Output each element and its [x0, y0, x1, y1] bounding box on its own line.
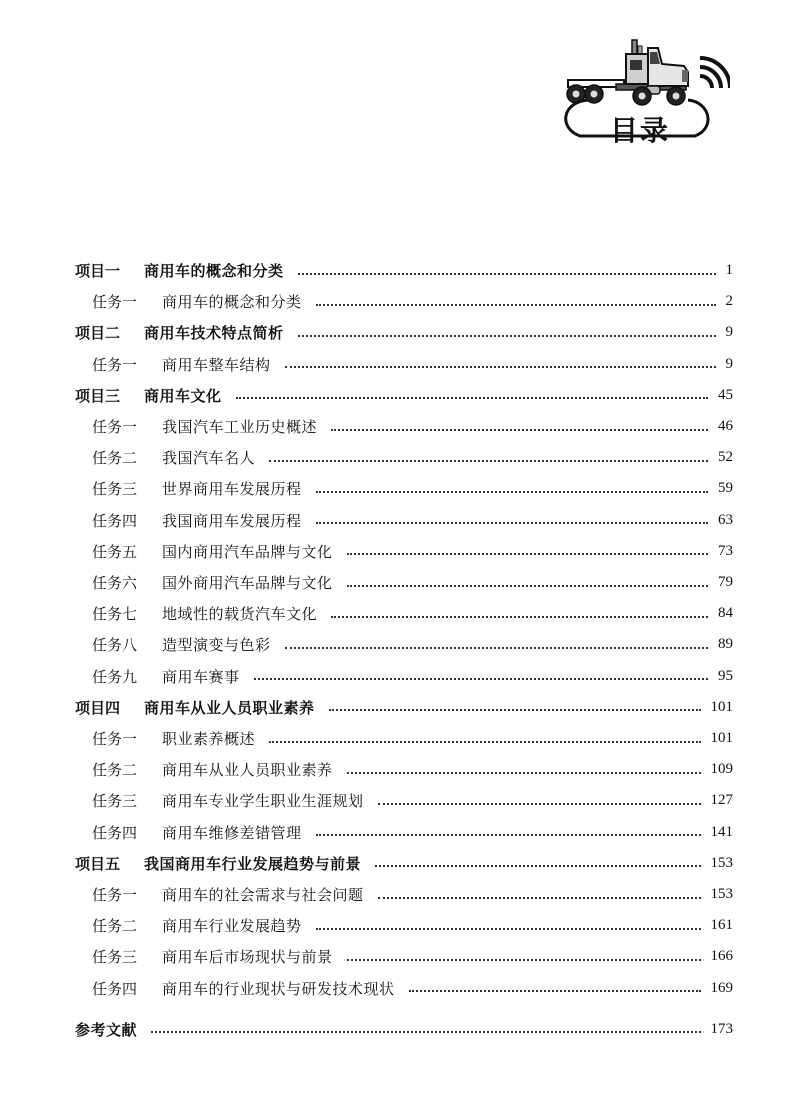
toc-entry-label: 任务二	[92, 449, 138, 468]
dot-leader	[378, 897, 701, 899]
toc-page-number: 101	[710, 698, 733, 715]
toc-task-entry[interactable]	[92, 661, 733, 692]
dot-leader	[409, 990, 701, 992]
toc-page-number: 52	[718, 449, 733, 466]
toc-entry-label: 任务四	[92, 823, 138, 842]
dot-leader	[269, 460, 708, 462]
toc-references-entry[interactable]	[75, 1014, 733, 1045]
toc-entry-title: 商用车行业发展趋势	[162, 917, 302, 936]
toc-entry-title: 我国商用车发展历程	[162, 511, 302, 530]
toc-header	[550, 36, 730, 154]
toc-task-entry[interactable]	[92, 754, 733, 785]
dot-leader	[347, 585, 708, 587]
toc-entry-label: 任务一	[92, 355, 138, 374]
toc-entry-label: 任务九	[92, 667, 138, 686]
toc-entry-title: 国外商用汽车品牌与文化	[162, 574, 333, 592]
toc-task-entry[interactable]	[92, 598, 733, 629]
toc-entry-label: 项目二	[75, 324, 121, 343]
toc-page-number: 84	[718, 605, 733, 622]
toc-task-entry[interactable]	[92, 536, 733, 567]
dot-leader	[316, 304, 716, 306]
toc-task-entry[interactable]	[92, 349, 733, 380]
toc-entry-label: 任务二	[92, 761, 138, 780]
toc-task-entry[interactable]	[92, 411, 733, 442]
toc-project-entry[interactable]	[75, 692, 733, 723]
toc-entry-title: 国内商用汽车品牌与文化	[162, 542, 333, 561]
dot-leader	[329, 709, 701, 711]
toc-entry-title: 商用车的概念和分类	[162, 293, 302, 312]
dot-leader	[285, 647, 708, 649]
toc-entry-label: 任务一	[92, 293, 138, 312]
toc-entry-title: 商用车文化	[144, 386, 222, 405]
toc-page-number: 127	[710, 792, 733, 809]
toc-page-number: 141	[710, 823, 733, 840]
toc-page-number: 173	[710, 1020, 733, 1037]
toc-page-number: 9	[725, 324, 733, 341]
toc-entry-title: 我国汽车名人	[162, 449, 256, 468]
toc-page-number: 2	[725, 293, 733, 310]
toc-page-number: 153	[710, 886, 733, 902]
toc-task-entry[interactable]	[92, 567, 733, 598]
toc-entry-title: 商用车的社会需求与社会问题	[162, 886, 364, 904]
toc-entry-label: 任务三	[92, 792, 138, 811]
dot-leader	[316, 834, 701, 836]
toc-entry-title: 商用车的行业现状与研发技术现状	[162, 979, 395, 998]
toc-project-entry[interactable]	[75, 255, 733, 286]
toc-entry-label: 项目五	[75, 854, 121, 873]
toc-entry-label: 任务五	[92, 542, 138, 561]
toc-entry-label: 任务四	[92, 979, 138, 998]
dot-leader	[331, 616, 708, 618]
dot-leader	[347, 553, 708, 555]
toc-task-entry[interactable]	[92, 286, 733, 317]
toc-page-number: 73	[718, 542, 733, 559]
toc-page-number: 45	[718, 386, 733, 403]
dot-leader	[236, 397, 708, 399]
toc-task-entry[interactable]	[92, 505, 733, 536]
toc-page-number: 63	[718, 511, 733, 528]
toc-entry-title: 商用车从业人员职业素养	[144, 698, 315, 717]
toc-entry-title: 商用车后市场现状与前景	[162, 948, 333, 967]
toc-page-number: 101	[710, 730, 733, 746]
toc-entry-title: 参考文献	[75, 1020, 138, 1039]
dot-leader	[298, 273, 716, 275]
toc-entry-label: 任务三	[92, 480, 138, 499]
toc-entry-title: 职业素养概述	[162, 730, 256, 748]
toc-task-entry[interactable]	[92, 473, 733, 504]
toc-entry-title: 商用车从业人员职业素养	[162, 761, 333, 780]
dot-leader	[298, 335, 716, 337]
toc-task-entry[interactable]	[92, 723, 733, 754]
toc-project-entry[interactable]	[75, 848, 733, 879]
dot-leader	[254, 678, 708, 680]
toc-task-entry[interactable]	[92, 941, 733, 972]
toc-entry-label: 任务一	[92, 886, 138, 904]
dot-leader	[378, 803, 701, 805]
toc-page-number: 95	[718, 667, 733, 684]
dot-leader	[316, 928, 701, 930]
toc-entry-label: 任务四	[92, 511, 138, 530]
toc-page-number: 109	[710, 761, 733, 778]
toc-entry-title: 商用车技术特点简析	[144, 324, 284, 343]
toc-page-number: 153	[710, 854, 733, 871]
toc-task-entry[interactable]	[92, 785, 733, 816]
dot-leader	[331, 429, 708, 431]
dot-leader	[316, 522, 708, 524]
toc-entry-label: 任务三	[92, 948, 138, 967]
toc-page-number: 79	[718, 574, 733, 590]
toc-entry-label: 项目四	[75, 698, 121, 717]
toc-entry-label: 任务八	[92, 636, 138, 655]
dot-leader	[269, 741, 700, 743]
toc-project-entry[interactable]	[75, 380, 733, 411]
toc-page-number: 59	[718, 480, 733, 497]
toc-entry-title: 商用车专业学生职业生涯规划	[162, 792, 364, 811]
toc-project-entry[interactable]	[75, 317, 733, 348]
toc-page-number: 9	[725, 355, 733, 372]
dot-leader	[347, 772, 701, 774]
toc-task-entry[interactable]	[92, 973, 733, 1004]
toc-entry-label: 任务一	[92, 418, 138, 436]
toc-entry-title: 商用车整车结构	[162, 355, 271, 374]
toc-entry-title: 造型演变与色彩	[162, 636, 271, 655]
dot-leader	[285, 366, 716, 368]
dot-leader	[316, 491, 708, 493]
dot-leader	[347, 959, 701, 961]
toc-entry-label: 任务二	[92, 917, 138, 936]
toc-page-number: 166	[710, 948, 733, 965]
toc-page-number: 1	[725, 262, 733, 278]
toc-task-entry[interactable]	[92, 442, 733, 473]
toc-entry-label: 项目三	[75, 386, 121, 405]
toc-page-number: 89	[718, 636, 733, 653]
toc-task-entry[interactable]	[92, 879, 733, 910]
toc-entry-title: 地域性的载货汽车文化	[162, 605, 318, 624]
toc-entry-label: 任务七	[92, 605, 138, 624]
toc-title: 目录	[609, 114, 670, 147]
dot-leader	[151, 1031, 700, 1033]
toc-entry-title: 商用车赛事	[162, 667, 240, 686]
toc-entry-title: 商用车维修差错管理	[162, 823, 302, 842]
toc-entry-label: 任务一	[92, 730, 138, 748]
toc-entry-label: 任务六	[92, 574, 138, 592]
toc-entry-title: 我国商用车行业发展趋势与前景	[144, 854, 362, 873]
toc-task-entry[interactable]	[92, 910, 733, 941]
toc-entry-label: 项目一	[75, 262, 121, 280]
toc-page-number: 46	[718, 418, 733, 434]
toc-entry-title: 世界商用车发展历程	[162, 480, 302, 499]
toc-task-entry[interactable]	[92, 629, 733, 660]
toc-entry-title: 商用车的概念和分类	[144, 262, 284, 280]
toc-page-number: 161	[710, 917, 733, 934]
toc-page-number: 169	[710, 979, 733, 996]
toc-task-entry[interactable]	[92, 817, 733, 848]
toc-entry-title: 我国汽车工业历史概述	[162, 418, 318, 436]
dot-leader	[375, 865, 700, 867]
